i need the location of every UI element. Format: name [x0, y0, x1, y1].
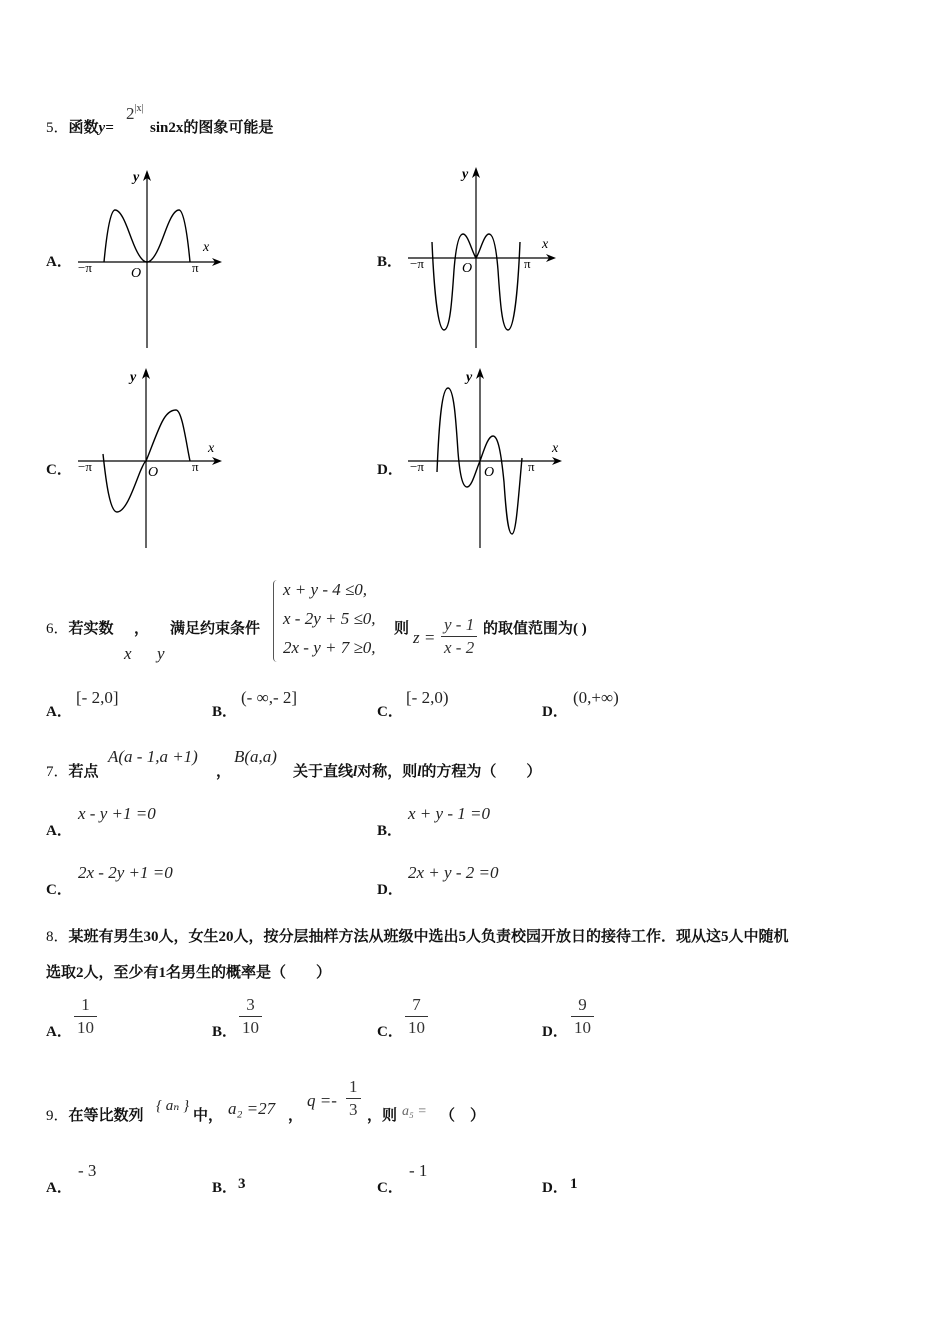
q9-option-b-value[interactable]: 3 [238, 1176, 246, 1192]
q9-stem-lead [46, 1104, 144, 1125]
pi-label: π [524, 256, 531, 271]
q7-option-c-label: C． [46, 882, 72, 898]
q8-option-d-den: 10 [571, 1016, 594, 1038]
q6-option-b-value[interactable]: (- ∞,- 2] [241, 688, 298, 707]
q7-option-a-label: A． [46, 823, 72, 839]
q5-text: 的图象可能是 [183, 120, 274, 136]
q7-point-b: B(a,a) [234, 747, 277, 766]
q5-base [126, 104, 144, 124]
y-label: y [130, 370, 137, 385]
q6-option-a-label: A． [46, 704, 72, 720]
q5-lead: 函数 [68, 120, 99, 136]
q6-text1: 若实数 [68, 621, 114, 637]
q6-option-a-value[interactable]: [- 2,0] [76, 688, 119, 707]
y-label: y [133, 170, 140, 185]
q6-z-lhs: z = [413, 628, 436, 647]
q6-constraint-3: 2x - y + 7 ≥0, [283, 638, 376, 657]
q6-constraint-1: x + y - 4 ≤0, [283, 580, 368, 599]
q8-option-c-label: C． [377, 1024, 403, 1040]
q5-exponent: |x| [134, 103, 144, 114]
q7-sep: ， [216, 764, 232, 780]
q7-option-d-value[interactable]: 2x + y - 2 =0 [408, 863, 499, 882]
q8-option-c-num: 7 [412, 995, 421, 1014]
q6-brace [273, 580, 277, 662]
q7-text4: 的方程为（ ） [421, 764, 542, 780]
q8-line2: 选取2人，至少有1名男生的概率是（ ） [46, 965, 332, 981]
y-label: y [462, 167, 469, 182]
q9-q-fraction [346, 1077, 361, 1120]
q6-option-d-label: D． [542, 704, 568, 720]
neg-pi-label: −π [410, 256, 424, 271]
pi-label: π [528, 459, 535, 474]
q7-stem-rest [293, 760, 541, 781]
q6-then: 则 [394, 621, 410, 637]
q5-graph-c [70, 362, 230, 554]
q8-option-b-label: B． [212, 1024, 238, 1040]
q5-tail: sin2x [150, 120, 184, 136]
q5-graph-a [70, 160, 230, 355]
x-label: x [203, 240, 210, 255]
q8-option-c-value[interactable] [405, 995, 428, 1038]
q9-a2: a₂ =27 [228, 1099, 276, 1118]
q7-l1: l [353, 764, 358, 780]
q9-option-d-label: D． [542, 1180, 568, 1196]
q9-option-a-value[interactable]: - 3 [78, 1161, 97, 1180]
q5-option-d-label: D． [377, 462, 403, 478]
origin-label: O [484, 465, 495, 480]
q9-option-b-label: B． [212, 1180, 238, 1196]
origin-label: O [148, 465, 159, 480]
q9-option-c-label: C． [377, 1180, 403, 1196]
q8-number: 8． [46, 929, 69, 945]
q8-option-a-value[interactable] [74, 995, 97, 1038]
q7-l2: l [417, 764, 422, 780]
x-label: x [208, 441, 215, 456]
q6-stem-lead [46, 617, 114, 638]
q5-option-a-label: A． [46, 254, 72, 270]
q7-point-a: A(a - 1,a +1) [108, 747, 198, 766]
q8-option-d-label: D． [542, 1024, 568, 1040]
q6-var-y: y [157, 644, 165, 663]
q8-option-b-num: 3 [246, 995, 255, 1014]
q7-text1: 若点 [68, 764, 99, 780]
q5-option-b-label: B． [377, 254, 403, 270]
q6-z-den: x - 2 [441, 636, 477, 658]
q6-text2: 满足约束条件 [170, 621, 261, 637]
q6-option-b-label: B． [212, 704, 238, 720]
neg-pi-label: −π [410, 459, 424, 474]
q9-text2: 中， [193, 1108, 224, 1124]
q7-stem-lead [46, 760, 99, 781]
q8-option-b-value[interactable] [239, 995, 262, 1038]
q5-func: y= [98, 120, 114, 136]
pi-label: π [192, 260, 199, 275]
q8-option-d-value[interactable] [571, 995, 594, 1038]
q5-number: 5． [46, 120, 69, 136]
q6-z-fraction [441, 615, 477, 658]
q8-option-d-num: 9 [578, 995, 587, 1014]
pi-label: π [192, 459, 199, 474]
q9-q-lhs: q =- [307, 1091, 337, 1110]
q8-option-a-den: 10 [74, 1016, 97, 1038]
q5-stem [46, 116, 114, 137]
q6-option-c-label: C． [377, 704, 403, 720]
q5-graph-b [400, 160, 570, 355]
q7-option-b-value[interactable]: x + y - 1 =0 [408, 804, 490, 823]
q7-text2: 关于直线 [293, 764, 354, 780]
q5-option-c-label: C． [46, 462, 72, 478]
q5-stem-tail [150, 116, 273, 137]
q6-sep1: ， [134, 621, 150, 637]
q6-option-d-value[interactable]: (0,+∞) [573, 688, 619, 707]
q6-var-x: x [124, 644, 132, 663]
q9-text1: 在等比数列 [68, 1108, 144, 1124]
origin-label: O [462, 261, 473, 276]
q9-q-num: 1 [349, 1077, 358, 1096]
q9-sep: ， [288, 1108, 304, 1124]
q7-option-a-value[interactable]: x - y +1 =0 [78, 804, 156, 823]
q9-text4: （ ） [440, 1108, 486, 1124]
x-label: x [542, 237, 549, 252]
q7-option-d-label: D． [377, 882, 403, 898]
q8-line1: 某班有男生30人，女生20人，按分层抽样方法从班级中选出5人负责校园开放日的接待工作．现从这5人中随机 [68, 929, 789, 945]
q9-option-c-value[interactable]: - 1 [409, 1161, 428, 1180]
q9-seq: { aₙ } [156, 1098, 190, 1114]
q9-text3: ，则 [367, 1108, 398, 1124]
q9-q-den: 3 [346, 1098, 361, 1120]
q7-option-b-label: B． [377, 823, 403, 839]
q9-option-a-label: A． [46, 1180, 72, 1196]
q6-z-num: y - 1 [444, 615, 475, 634]
q8-stem-line1 [46, 925, 789, 946]
q8-option-a-num: 1 [81, 995, 90, 1014]
q8-option-a-label: A． [46, 1024, 72, 1040]
q7-option-c-value[interactable]: 2x - 2y +1 =0 [78, 863, 173, 882]
neg-pi-label: −π [78, 459, 92, 474]
q9-number: 9． [46, 1108, 69, 1124]
q9-option-d-value[interactable]: 1 [570, 1176, 578, 1192]
q8-option-c-den: 10 [405, 1016, 428, 1038]
q5-base-digit: 2 [126, 104, 135, 123]
y-label: y [466, 370, 473, 385]
neg-pi-label: −π [78, 260, 92, 275]
q8-option-b-den: 10 [239, 1016, 262, 1038]
q7-text3: 对称，则 [357, 764, 418, 780]
q6-text3: 的取值范围为( ) [483, 621, 587, 637]
q9-a5: a₅ = [402, 1104, 427, 1119]
q7-number: 7． [46, 764, 69, 780]
x-label: x [552, 441, 559, 456]
q6-constraint-2: x - 2y + 5 ≤0, [283, 609, 376, 628]
q6-number: 6． [46, 621, 69, 637]
origin-label: O [131, 266, 142, 281]
q5-graph-d [400, 362, 570, 554]
q6-option-c-value[interactable]: [- 2,0) [406, 688, 449, 707]
